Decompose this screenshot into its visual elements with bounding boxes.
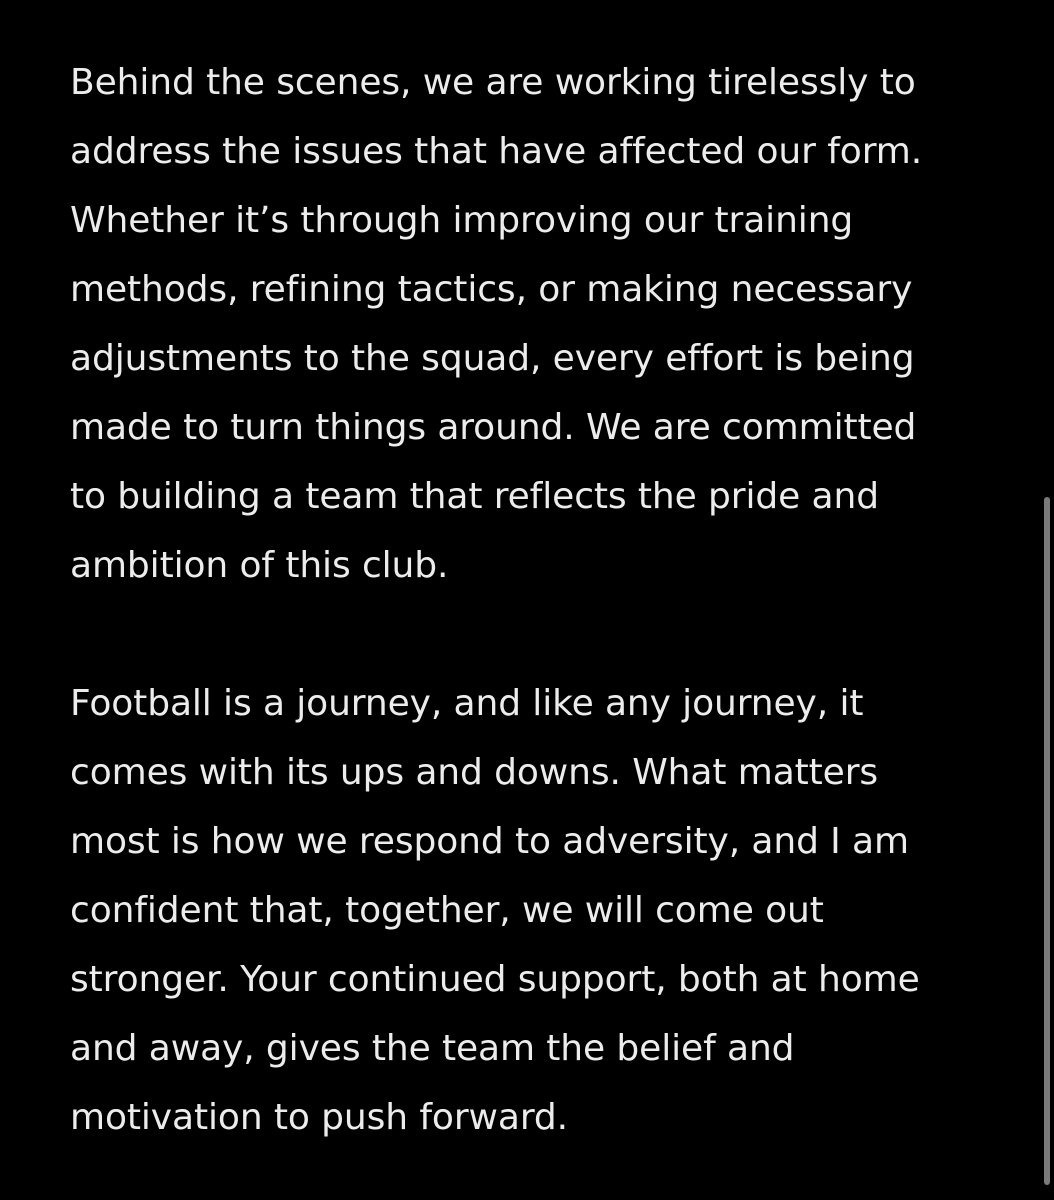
text-line: ambition of this club. [70,545,449,586]
paragraph-spacer [70,600,1010,669]
text-line: Whether it’s through improving our training [70,200,854,241]
text-line: and away, gives the team the belief and [70,1028,795,1069]
paragraph-2 [70,669,1010,1152]
message-body [70,48,1010,1152]
text-line: Behind the scenes, we are working tirelessly to [70,62,916,103]
text-line: adjustments to the squad, every effort is being [70,338,915,379]
text-line: stronger. Your continued support, both at home [70,959,920,1000]
paragraph-1 [70,48,1010,600]
scrollbar[interactable] [1042,0,1054,1200]
text-line: most is how we respond to adversity, and I am [70,821,909,862]
text-line: Football is a journey, and like any journey, it [70,683,864,724]
text-line: methods, refining tactics, or making necessary [70,269,913,310]
text-line: to building a team that reflects the pride and [70,476,879,517]
text-line: address the issues that have affected our form. [70,131,923,172]
scroll-indicator[interactable] [1044,497,1050,1185]
text-line: comes with its ups and downs. What matters [70,752,879,793]
text-line: made to turn things around. We are committed [70,407,917,448]
text-line: confident that, together, we will come out [70,890,824,931]
text-line: motivation to push forward. [70,1097,569,1138]
